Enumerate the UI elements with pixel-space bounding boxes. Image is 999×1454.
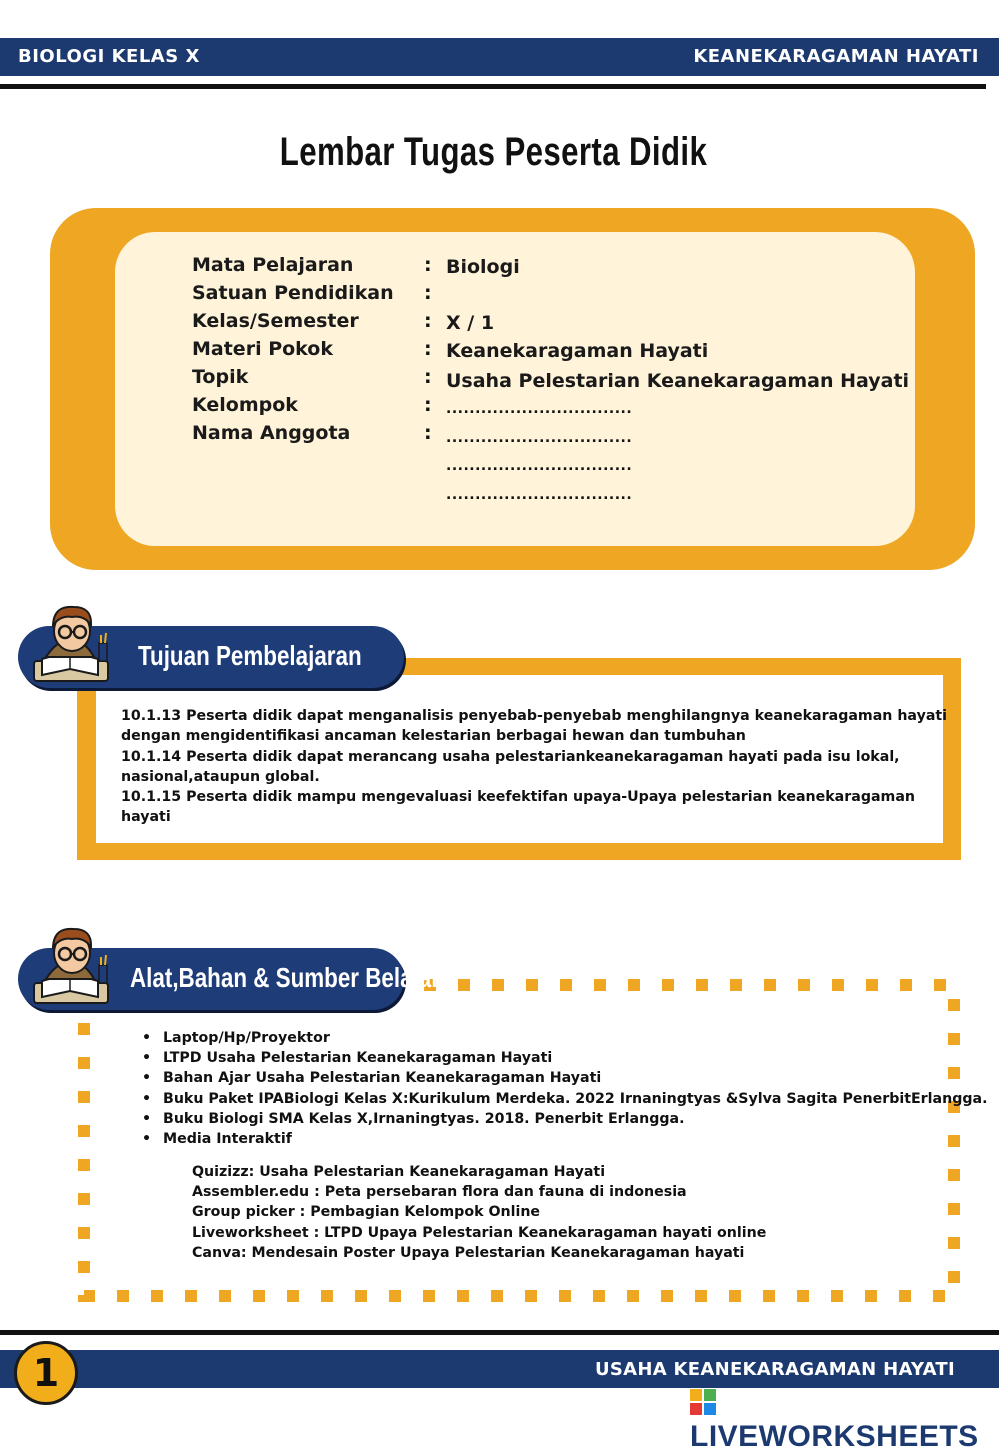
- objective-line: nasional,ataupun global.: [121, 768, 320, 785]
- objectives-heading: Tujuan Pembelajaran: [138, 640, 362, 671]
- media-item: Assembler.edu : Peta persebaran flora dan fauna di indonesia: [192, 1184, 687, 1201]
- list-item: • LTPD Usaha Pelestarian Keanekaragaman Hayati: [140, 1048, 988, 1068]
- info-value-subject: Biologi: [446, 256, 520, 278]
- info-value-material: Keanekaragaman Hayati: [446, 340, 709, 362]
- info-colon: :: [424, 394, 432, 416]
- list-item: • Buku Biologi SMA Kelas X,Irnaningtyas. 2018. Penerbit Erlangga.: [140, 1109, 988, 1129]
- list-item: • Bahan Ajar Usaha Pelestarian Keanekaragaman Hayati: [140, 1068, 988, 1088]
- brand-name: LIVEWORKSHEETS: [690, 1420, 979, 1453]
- list-item: • Laptop/Hp/Proyektor: [140, 1028, 988, 1048]
- liveworksheets-brand: [690, 1386, 999, 1454]
- info-value-member-blank[interactable]: ................................: [446, 458, 633, 474]
- info-value-topic: Usaha Pelestarian Keanekaragaman Hayati: [446, 370, 910, 392]
- footer-divider: [0, 1330, 999, 1335]
- info-label-material: Materi Pokok: [192, 338, 333, 360]
- objective-line: hayati: [121, 809, 171, 826]
- header-chapter: KEANEKARAGAMAN HAYATI: [693, 46, 979, 67]
- info-value-group-blank[interactable]: ................................: [446, 401, 633, 417]
- info-value-member-blank[interactable]: ................................: [446, 430, 633, 446]
- page-number-badge: 1: [14, 1341, 78, 1405]
- footer-title: USAHA KEANEKARAGAMAN HAYATI: [594, 1359, 955, 1380]
- interactive-media-list: [192, 1162, 766, 1263]
- info-value-member-blank[interactable]: ................................: [446, 487, 633, 503]
- media-item: Liveworksheet : LTPD Upaya Pelestarian Keanekaragaman hayati online: [192, 1224, 767, 1241]
- resources-heading: Alat,Bahan & Sumber Belajar: [130, 962, 440, 993]
- objective-line: 10.1.13 Peserta didik dapat menganalisis penyebab-penyebab menghilangnya keanekaragaman hayati: [121, 708, 948, 724]
- info-colon: :: [424, 338, 432, 360]
- info-label-topic: Topik: [192, 366, 249, 388]
- media-item: Quizizz: Usaha Pelestarian Keanekaragaman Hayati: [192, 1164, 606, 1180]
- info-label-class: Kelas/Semester: [192, 310, 359, 332]
- info-label-members: Nama Anggota: [192, 422, 351, 444]
- info-colon: :: [424, 282, 432, 304]
- info-colon: :: [424, 366, 432, 388]
- info-label-group: Kelompok: [192, 394, 298, 416]
- student-reading-icon: [28, 919, 114, 1009]
- info-colon: :: [424, 422, 432, 444]
- list-item: • Buku Paket IPABiologi Kelas X:Kurikulum Merdeka. 2022 Irnaningtyas &Sylva Sagita PenerbitErlangga.: [140, 1089, 988, 1109]
- header-subject: BIOLOGI KELAS X: [18, 46, 200, 67]
- liveworksheets-logo-icon: [690, 1389, 716, 1415]
- media-item: Canva: Mendesain Poster Upaya Pelestarian Keanekaragaman hayati: [192, 1244, 745, 1261]
- info-label-school: Satuan Pendidikan: [192, 282, 394, 304]
- objective-line: 10.1.15 Peserta didik mampu mengevaluasi keefektifan upaya-Upaya pelestarian keanekaragaman: [121, 789, 916, 806]
- objective-line: dengan mengidentifikasi ancaman kelestarian berbagai hewan dan tumbuhan: [121, 728, 746, 745]
- info-colon: :: [424, 254, 432, 276]
- resources-list: [140, 1028, 988, 1149]
- info-value-class: X / 1: [446, 312, 495, 334]
- media-item: Group picker : Pembagian Kelompok Online: [192, 1204, 541, 1221]
- objective-line: 10.1.14 Peserta didik dapat merancang usaha pelestariankeanekaragaman hayati pada isu lokal,: [121, 748, 900, 765]
- info-label-subject: Mata Pelajaran: [192, 254, 354, 276]
- info-colon: :: [424, 310, 432, 332]
- page-title: Lembar Tugas Peserta Didik: [279, 130, 708, 174]
- list-item: • Media Interaktif: [140, 1129, 988, 1149]
